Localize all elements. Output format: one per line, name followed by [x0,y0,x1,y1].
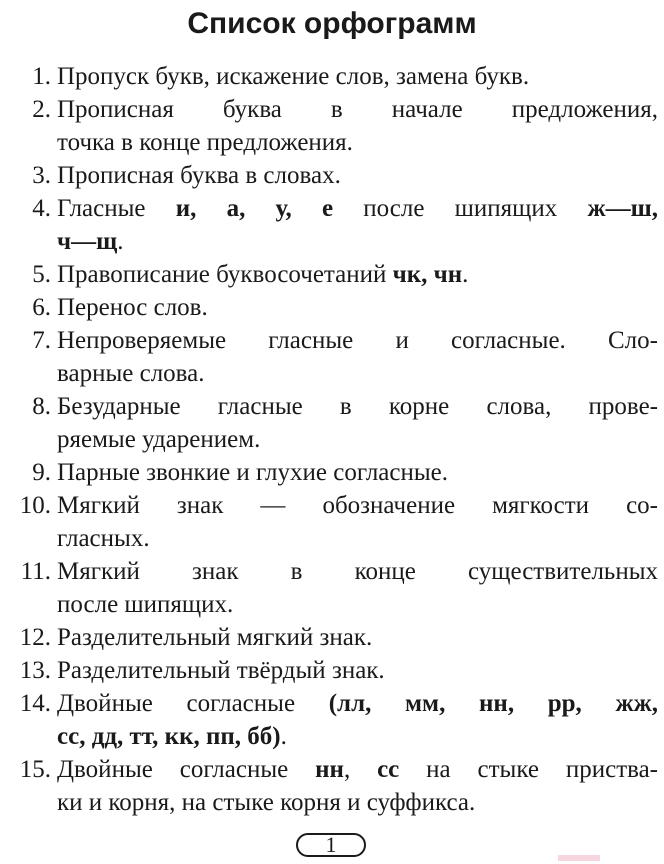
text-segment: варные слова. [57,360,205,387]
text-segment: Мягкий знак в конце существительных [57,558,658,585]
item-text-line [57,390,658,423]
item-number: 4. [32,195,51,222]
text-segment: после шипящих. [57,591,234,618]
item-number: 7. [32,327,51,354]
page-number: 1 [296,833,366,857]
list-item [0,258,664,291]
list-item [0,324,664,390]
text-segment: Безударные гласные в корне слова, прове- [57,393,658,420]
item-number: 3. [32,162,51,189]
text-segment: Разделительный твёрдый знак. [57,657,385,684]
item-text-line [57,654,658,687]
item-number: 2. [32,96,51,123]
text-segment: Мягкий знак — обозначение мягкости со- [57,492,658,519]
item-text-line [57,687,658,720]
bold-text: нн [315,756,344,783]
text-segment: ки и корня, на стыке корня и суффикса. [57,789,476,816]
item-text-line [57,126,658,159]
text-segment: . [117,228,124,255]
item-number: 13. [19,657,51,684]
item-text-line [57,720,658,753]
list-item [0,60,664,93]
page-title: Список орфограмм [187,7,477,40]
bold-text: ж—ш, [587,195,659,222]
text-segment: Правописание буквосочетаний [57,261,393,288]
item-number: 8. [32,393,51,420]
item-text-line [57,159,658,192]
item-text-line [57,192,658,225]
bold-text: (лл, мм, нн, рр, жж, [328,690,658,717]
list-item [0,687,664,753]
item-number: 15. [19,756,51,783]
list-item [0,192,664,258]
item-text-line [57,60,658,93]
item-number: 10. [19,492,51,519]
bold-text: и, а, у, е [175,195,334,222]
text-segment: Перенос слов. [57,294,208,321]
item-number: 6. [32,294,51,321]
text-segment: после шипящих [333,195,588,222]
text-segment: Пропуск букв, искажение слов, замена букв. [57,63,530,90]
text-segment: Гласные [57,195,176,222]
item-text-line [57,555,658,588]
text-segment: ряемые ударением. [57,426,261,453]
item-text-line [57,423,658,456]
item-text-line [57,93,658,126]
orthogram-list [0,60,664,819]
list-item [0,753,664,819]
list-item [0,291,664,324]
item-text-line [57,324,658,357]
item-text-line [57,225,658,258]
text-segment: Прописная буква в начале предложения, [57,96,658,123]
item-text-line [57,291,658,324]
item-text-line [57,786,658,819]
item-number: 5. [32,261,51,288]
bold-text: сс, дд, тт, кк, пп, бб) [57,723,281,750]
list-item [0,93,664,159]
text-segment: Непроверяемые гласные и согласные. Сло- [57,327,658,354]
item-number: 11. [20,558,51,585]
item-number: 12. [19,624,51,651]
text-segment: Двойные согласные [57,756,316,783]
list-item [0,621,664,654]
text-segment: точка в конце предложения. [57,129,353,156]
item-text-line [57,357,658,390]
text-segment: на стыке приства- [399,756,659,783]
list-item [0,489,664,555]
decorative-mark [558,855,600,861]
text-segment: Прописная буква в словах. [57,162,341,189]
bold-text: чк, чн [392,261,463,288]
list-item [0,555,664,621]
item-text-line [57,588,658,621]
text-segment: Разделительный мягкий знак. [57,624,373,651]
item-text-line [57,456,658,489]
item-text-line [57,621,658,654]
item-text-line [57,753,658,786]
item-text-line [57,522,658,555]
text-segment: . [280,723,287,750]
item-number: 1. [32,63,51,90]
bold-text: сс [377,756,400,783]
text-segment: , [343,756,378,783]
list-item [0,159,664,192]
list-item [0,654,664,687]
item-text-line [57,258,658,291]
item-number: 9. [32,459,51,486]
list-item [0,390,664,456]
text-segment: Парные звонкие и глухие согласные. [57,459,449,486]
text-segment: гласных. [57,525,150,552]
bold-text: ч—щ [57,228,118,255]
list-item [0,456,664,489]
text-segment: . [462,261,469,288]
item-text-line [57,489,658,522]
item-number: 14. [19,690,51,717]
text-segment: Двойные согласные [57,690,329,717]
